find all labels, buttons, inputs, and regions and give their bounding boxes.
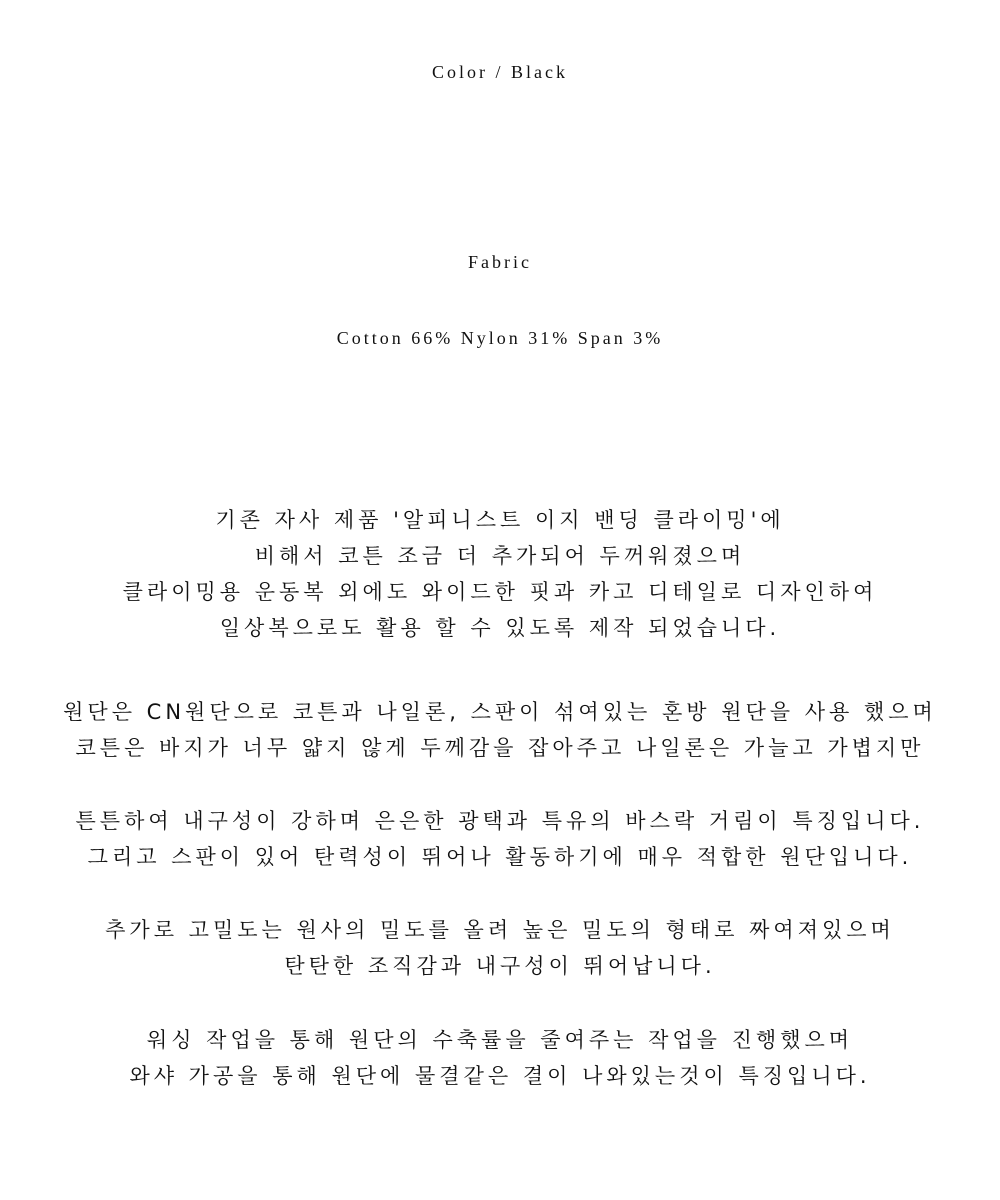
description-line: 클라이밍용 운동복 외에도 와이드한 핏과 카고 디테일로 디자인하여 xyxy=(122,580,878,604)
description-line: 코튼은 바지가 너무 얇지 않게 두께감을 잡아주고 나일론은 가늘고 가볍지만 xyxy=(75,736,925,760)
color-label: Color / Black xyxy=(432,62,568,82)
description-line: 비해서 코튼 조금 더 추가되어 두꺼워졌으며 xyxy=(254,544,746,568)
description-paragraph-3 xyxy=(0,803,1000,875)
description-line: 그리고 스판이 있어 탄력성이 뛰어나 활동하기에 매우 적합한 원단입니다. xyxy=(87,845,913,869)
description-paragraph-1 xyxy=(0,502,1000,646)
description-line: 탄탄한 조직감과 내구성이 뛰어납니다. xyxy=(284,954,716,978)
description-line: 일상복으로도 활용 할 수 있도록 제작 되었습니다. xyxy=(219,616,781,640)
description-line: 추가로 고밀도는 원사의 밀도를 올려 높은 밀도의 형태로 짜여져있으며 xyxy=(105,918,895,942)
fabric-heading: Fabric xyxy=(468,252,532,272)
description-line: 원단은 CN원단으로 코튼과 나일론, 스판이 섞여있는 혼방 원단을 사용 했으며 xyxy=(63,700,937,724)
description-paragraph-2 xyxy=(0,694,1000,766)
description-line: 와샤 가공을 통해 원단에 물결같은 결이 나와있는것이 특징입니다. xyxy=(129,1064,871,1088)
description-paragraph-5 xyxy=(0,1022,1000,1094)
description-line: 워싱 작업을 통해 원단의 수축률을 줄여주는 작업을 진행했으며 xyxy=(146,1028,854,1052)
description-line: 기존 자사 제품 '알피니스트 이지 밴딩 클라이밍'에 xyxy=(215,508,785,532)
description-line: 튼튼하여 내구성이 강하며 은은한 광택과 특유의 바스락 거림이 특징입니다. xyxy=(75,809,925,833)
description-paragraph-4 xyxy=(0,912,1000,984)
fabric-composition: Cotton 66% Nylon 31% Span 3% xyxy=(336,328,664,348)
